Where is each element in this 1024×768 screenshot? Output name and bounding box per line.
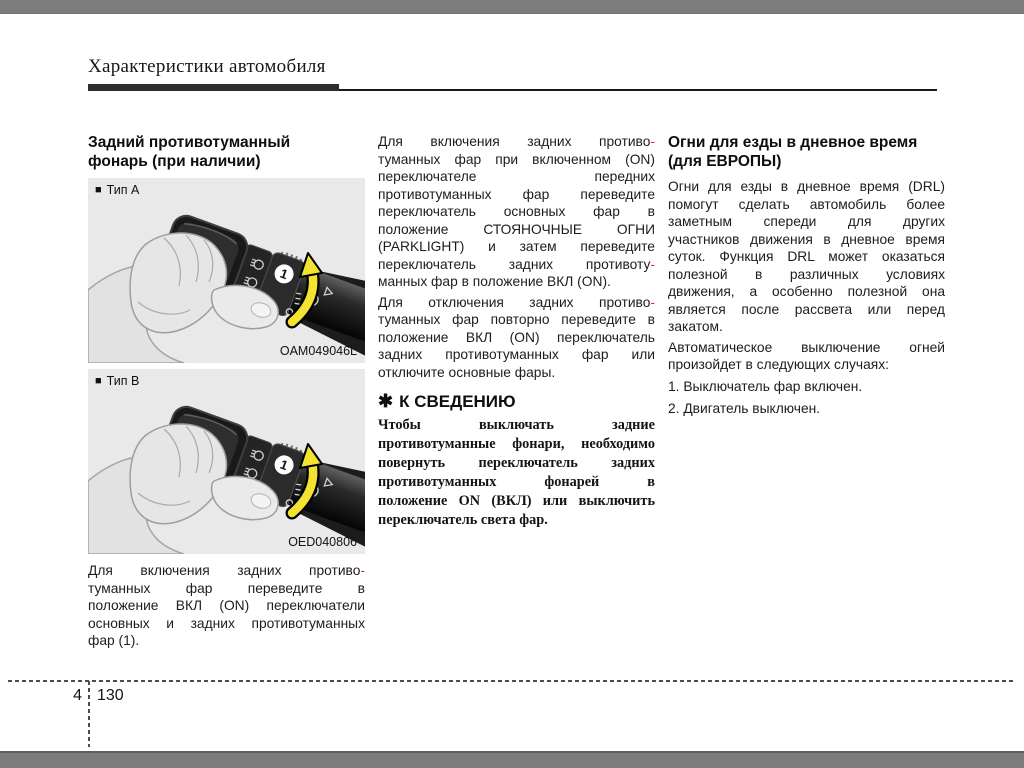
figure-type-b [88, 369, 365, 554]
text-line: туманных фар повторно переведите в [378, 312, 655, 327]
section-title-rear-fog: Задний противотуманный фонарь (при наличии) [88, 134, 291, 170]
red-hyphen: - [650, 294, 655, 310]
text-line: задних противотуманных фар или [378, 347, 655, 362]
text-line: переключателе передних [378, 169, 655, 184]
text-line: манных фар в положение ВКЛ (ON). [378, 274, 611, 289]
column-right [668, 133, 945, 653]
text-line: Огни для езды в дневное время (DRL) [668, 179, 945, 194]
paragraph [378, 133, 655, 291]
text-line: Для включения задних противо- [88, 563, 365, 578]
text-line: движения, а особенно полезной она [668, 284, 945, 299]
footer-dashed-divider [8, 680, 1016, 682]
red-hyphen: - [360, 563, 365, 578]
figure-label: ■ Тип A [95, 183, 140, 197]
list-item: 2. Двигатель выключен. [668, 400, 821, 416]
text-line: положение ВКЛ (ON) переключатель [378, 329, 655, 345]
column-left [88, 133, 365, 653]
text-line: повернуть переключатель задних [378, 454, 655, 471]
text-line: Чтобы выключать задние [378, 416, 655, 433]
paragraph [668, 339, 945, 374]
text-line: противотуманных фонарей в [378, 473, 655, 490]
note-heading: ✱ К СВЕДЕНИЮ [378, 391, 516, 411]
stalk-illustration-icon [88, 369, 365, 554]
text-line: суток. Функция DRL может оказаться [668, 249, 945, 264]
paragraph [378, 294, 655, 382]
text-line: является после рассвета или перед [668, 301, 945, 317]
red-hyphen: - [650, 134, 655, 149]
header-rule-thick [88, 84, 339, 91]
text-line: произойдет в следующих случаях: [668, 357, 889, 372]
note-body [378, 416, 655, 530]
text-line: туманных фар при включенном (ON) [378, 151, 655, 167]
top-gray-bar [0, 0, 1024, 14]
text-line: закатом. [668, 319, 723, 334]
text-line: Для отключения задних противо- [378, 294, 655, 310]
square-bullet-icon: ■ [95, 375, 102, 387]
text-line: основных и задних противотуманных [88, 615, 365, 631]
numbered-list [668, 377, 945, 418]
chapter-header-title: Характеристики автомобиля [88, 56, 326, 77]
text-line: Автоматическое выключение огней [668, 339, 945, 355]
section-title-drl: Огни для езды в дневное время (для ЕВРОПЫ) [668, 134, 918, 170]
bottom-gray-bar [0, 751, 1024, 768]
text-line: (PARKLIGHT) и затем переведите [378, 239, 655, 254]
text-line: фар (1). [88, 633, 140, 648]
footer-dashed-separator [88, 681, 90, 747]
figure-type-a [88, 178, 365, 363]
column-middle [378, 133, 655, 653]
text-line: положение ON (ВКЛ) или выключить [378, 492, 655, 509]
stalk-illustration-icon [88, 178, 365, 363]
text-line: полезной в различных условиях [668, 266, 945, 282]
asterisk-note-icon: ✱ [378, 391, 394, 411]
text-line: противотуманных фар переведите [378, 186, 655, 202]
text-line: Для включения задних противо- [378, 134, 655, 149]
text-line: заметным спереди для других [668, 214, 945, 229]
figure-label: ■ Тип B [95, 374, 140, 388]
text-line: переключатель света фар. [378, 511, 548, 528]
square-bullet-icon: ■ [95, 184, 102, 196]
text-line: положение СТОЯНОЧНЫЕ ОГНИ [378, 221, 655, 237]
red-hyphen: - [650, 256, 655, 272]
paragraph [668, 178, 945, 336]
text-line: переключатель задних противоту- [378, 256, 655, 272]
text-line: переключатель основных фар в [378, 204, 655, 219]
paragraph [88, 562, 365, 650]
text-line: положение ВКЛ (ON) переключатели [88, 598, 365, 613]
content-columns [88, 133, 945, 653]
text-line: противотуманные фонари, необходимо [378, 435, 655, 452]
text-line: туманных фар переведите в [88, 580, 365, 596]
text-line: отключите основные фары. [378, 364, 556, 380]
text-line: участников движения в дневное время [668, 231, 945, 247]
footer-chapter-number: 4 [73, 687, 82, 704]
list-item: 1. Выключатель фар включен. [668, 378, 863, 394]
footer-page-number: 130 [97, 687, 124, 704]
figure-code: OED040806 [288, 534, 357, 549]
text-line: помогут сделать автомобиль более [668, 196, 945, 212]
figure-code: OAM049046L [279, 343, 357, 358]
